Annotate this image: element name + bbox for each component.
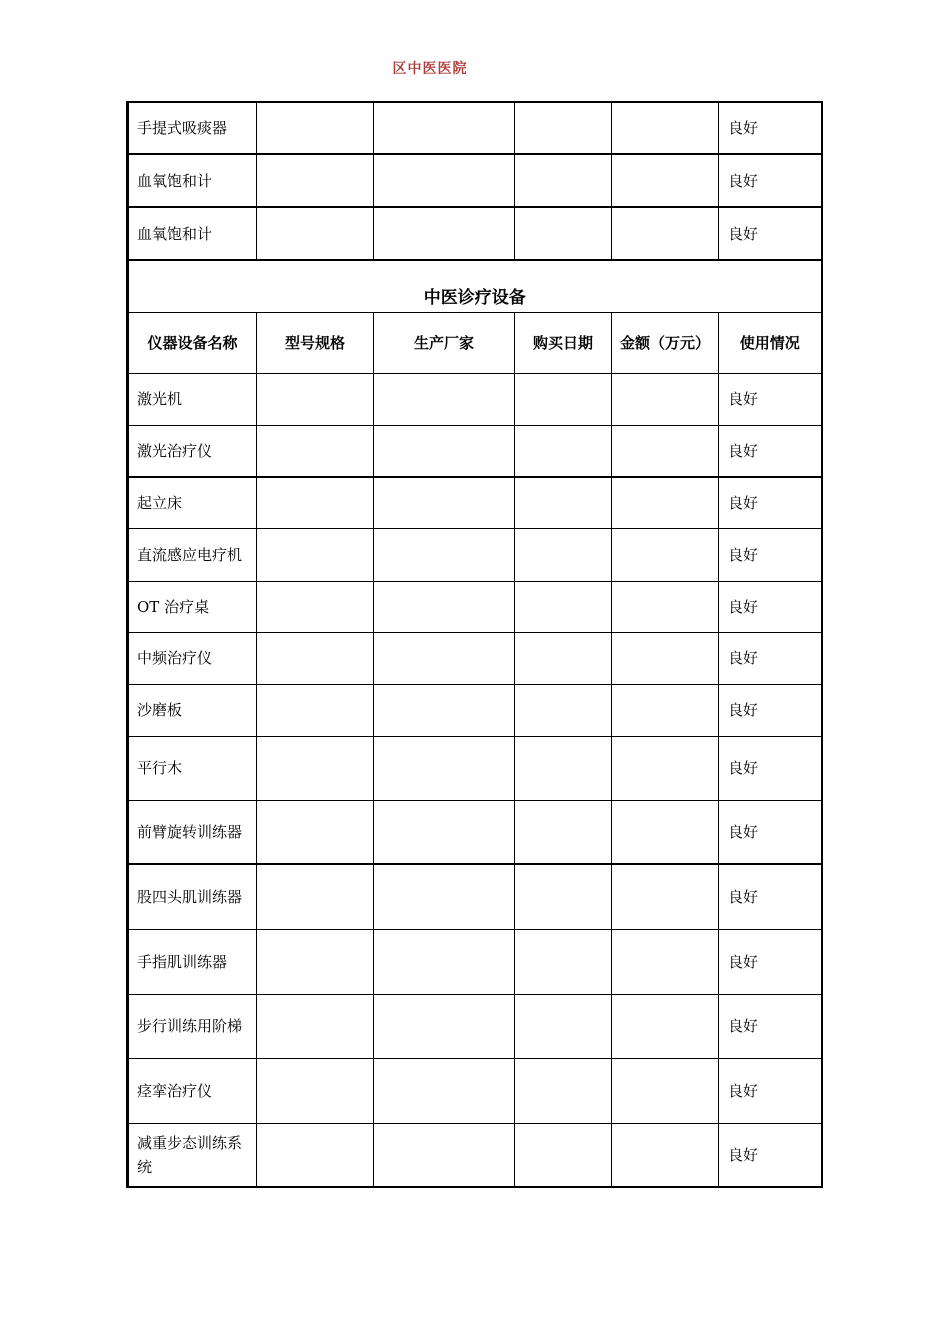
table-row [128, 581, 822, 632]
table-row [128, 736, 822, 800]
device-name-cell: 前臂旋转训练器 [128, 800, 257, 864]
section-title: 中医诊疗设备 [128, 260, 822, 312]
maker-cell [374, 800, 515, 864]
maker-cell [374, 425, 515, 477]
device-name-cell: 股四头肌训练器 [128, 864, 257, 929]
model-cell [257, 800, 374, 864]
model-cell [257, 994, 374, 1058]
device-name-cell: 直流感应电疗机 [128, 528, 257, 581]
device-name-cell: 手提式吸痰器 [128, 102, 257, 154]
status-cell: 良好 [719, 373, 822, 425]
column-header-maker: 生产厂家 [374, 312, 515, 373]
model-cell [257, 425, 374, 477]
amount-cell [612, 994, 719, 1058]
status-cell: 良好 [719, 632, 822, 684]
device-name-cell: 手指肌训练器 [128, 929, 257, 994]
date-cell [515, 477, 612, 528]
table-row [128, 929, 822, 994]
model-cell [257, 373, 374, 425]
table-row [128, 1058, 822, 1123]
amount-cell [612, 373, 719, 425]
amount-cell [612, 929, 719, 994]
table-row [128, 154, 822, 207]
device-name-cell: 沙磨板 [128, 684, 257, 736]
amount-cell [612, 477, 719, 528]
status-cell: 良好 [719, 581, 822, 632]
model-cell [257, 864, 374, 929]
status-cell: 良好 [719, 1123, 822, 1187]
status-cell: 良好 [719, 425, 822, 477]
table-row [128, 102, 822, 154]
amount-cell [612, 154, 719, 207]
date-cell [515, 929, 612, 994]
device-name-cell: 中频治疗仪 [128, 632, 257, 684]
maker-cell [374, 373, 515, 425]
column-header-status: 使用情况 [719, 312, 822, 373]
status-cell: 良好 [719, 994, 822, 1058]
status-cell: 良好 [719, 929, 822, 994]
maker-cell [374, 102, 515, 154]
status-cell: 良好 [719, 864, 822, 929]
hospital-header: 区中医医院 [392, 61, 468, 77]
model-cell [257, 581, 374, 632]
amount-cell [612, 425, 719, 477]
date-cell [515, 1123, 612, 1187]
date-cell [515, 632, 612, 684]
model-cell [257, 207, 374, 260]
maker-cell [374, 736, 515, 800]
device-name-cell: 激光机 [128, 373, 257, 425]
table-row [128, 684, 822, 736]
maker-cell [374, 1058, 515, 1123]
date-cell [515, 800, 612, 864]
model-cell [257, 477, 374, 528]
status-cell: 良好 [719, 207, 822, 260]
maker-cell [374, 864, 515, 929]
date-cell [515, 864, 612, 929]
date-cell [515, 425, 612, 477]
date-cell [515, 207, 612, 260]
column-header-date: 购买日期 [515, 312, 612, 373]
device-name-cell: 平行木 [128, 736, 257, 800]
column-header-amount: 金额（万元） [612, 312, 719, 373]
section-row [128, 260, 822, 312]
amount-cell [612, 800, 719, 864]
table-row [128, 800, 822, 864]
status-cell: 良好 [719, 1058, 822, 1123]
device-name-cell: 血氧饱和计 [128, 207, 257, 260]
table-row [128, 528, 822, 581]
amount-cell [612, 736, 719, 800]
date-cell [515, 528, 612, 581]
status-cell: 良好 [719, 800, 822, 864]
table-row [128, 1123, 822, 1187]
amount-cell [612, 1123, 719, 1187]
table-row [128, 373, 822, 425]
model-cell [257, 929, 374, 994]
date-cell [515, 102, 612, 154]
table-row [128, 632, 822, 684]
model-cell [257, 1058, 374, 1123]
maker-cell [374, 207, 515, 260]
table-row [128, 864, 822, 929]
amount-cell [612, 864, 719, 929]
table-row [128, 994, 822, 1058]
model-cell [257, 1123, 374, 1187]
amount-cell [612, 207, 719, 260]
maker-cell [374, 1123, 515, 1187]
date-cell [515, 154, 612, 207]
date-cell [515, 736, 612, 800]
amount-cell [612, 581, 719, 632]
device-name-cell: 激光治疗仪 [128, 425, 257, 477]
model-cell [257, 154, 374, 207]
status-cell: 良好 [719, 102, 822, 154]
date-cell [515, 1058, 612, 1123]
table-row [128, 207, 822, 260]
amount-cell [612, 528, 719, 581]
device-name-cell: OT 治疗桌 [128, 581, 257, 632]
maker-cell [374, 684, 515, 736]
maker-cell [374, 632, 515, 684]
model-cell [257, 102, 374, 154]
amount-cell [612, 632, 719, 684]
amount-cell [612, 1058, 719, 1123]
status-cell: 良好 [719, 736, 822, 800]
status-cell: 良好 [719, 477, 822, 528]
device-name-cell: 痉挛治疗仪 [128, 1058, 257, 1123]
device-name-cell: 血氧饱和计 [128, 154, 257, 207]
maker-cell [374, 477, 515, 528]
status-cell: 良好 [719, 684, 822, 736]
amount-cell [612, 102, 719, 154]
status-cell: 良好 [719, 528, 822, 581]
table-row [128, 425, 822, 477]
status-cell: 良好 [719, 154, 822, 207]
device-name-cell: 起立床 [128, 477, 257, 528]
column-header-row [128, 312, 822, 373]
device-name-cell: 减重步态训练系统 [128, 1123, 257, 1187]
column-header-model: 型号规格 [257, 312, 374, 373]
device-name-cell: 步行训练用阶梯 [128, 994, 257, 1058]
date-cell [515, 373, 612, 425]
amount-cell [612, 684, 719, 736]
model-cell [257, 528, 374, 581]
model-cell [257, 684, 374, 736]
maker-cell [374, 154, 515, 207]
maker-cell [374, 581, 515, 632]
date-cell [515, 994, 612, 1058]
date-cell [515, 581, 612, 632]
column-header-name: 仪器设备名称 [128, 312, 257, 373]
maker-cell [374, 994, 515, 1058]
model-cell [257, 736, 374, 800]
date-cell [515, 684, 612, 736]
model-cell [257, 632, 374, 684]
maker-cell [374, 528, 515, 581]
table-row [128, 477, 822, 528]
equipment-table [126, 101, 823, 1188]
maker-cell [374, 929, 515, 994]
